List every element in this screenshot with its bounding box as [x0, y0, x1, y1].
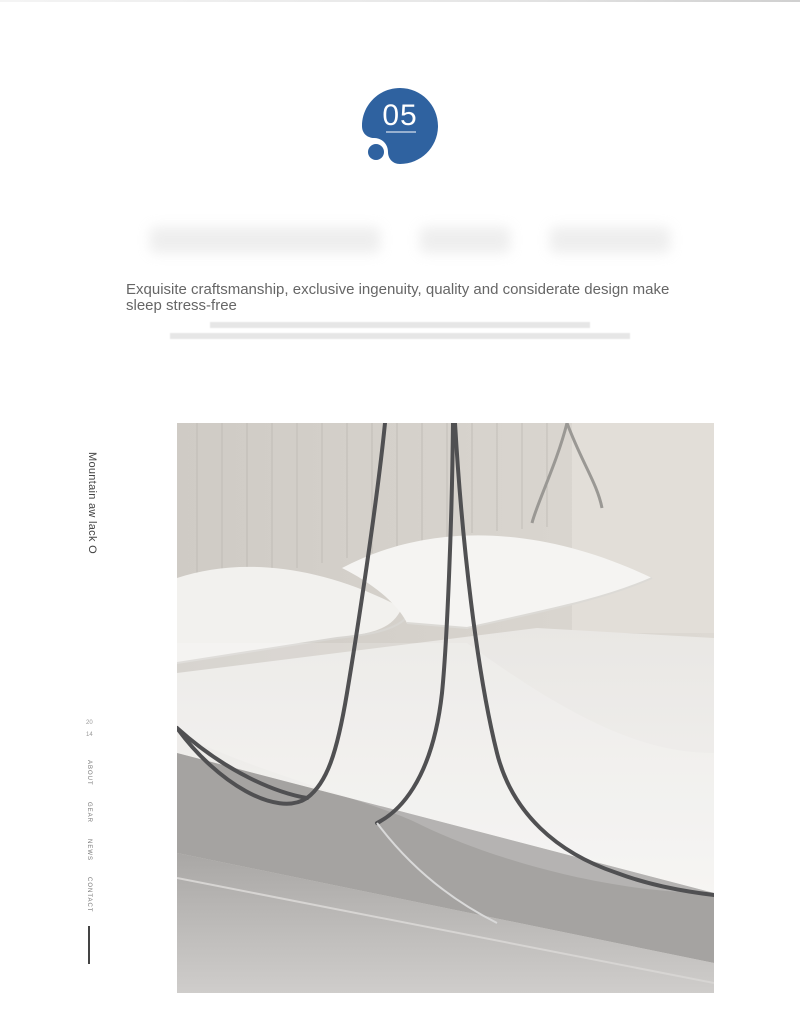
section-number-badge [358, 86, 442, 166]
blurred-block [420, 227, 510, 253]
nav-indicator-bar [88, 926, 90, 964]
top-divider [0, 0, 800, 2]
section-number: 05 [382, 99, 418, 132]
side-navigation [84, 720, 98, 964]
nav-item-contact[interactable]: CONTACT [86, 876, 92, 913]
nav-item-news[interactable]: NEWS [86, 838, 92, 861]
blurred-block [150, 227, 380, 253]
blurred-title-decoration [150, 210, 670, 270]
vertical-brand-label: Mountain aw lack O [86, 452, 98, 554]
headline: Exquisite craftsmanship, exclusive ingenuity, quality and considerate design make sleep stress-free [126, 281, 670, 314]
product-photo [177, 423, 714, 993]
blurred-subtext-decoration [170, 320, 630, 344]
nav-item-about[interactable]: ABOUT [86, 760, 92, 786]
blurred-block [550, 227, 670, 253]
nav-number-top: 20 [86, 720, 93, 726]
bed-mosquito-net-illustration [177, 423, 714, 993]
nav-number-bottom: 14 [86, 732, 93, 738]
nav-item-gear[interactable]: GEAR [86, 801, 92, 823]
